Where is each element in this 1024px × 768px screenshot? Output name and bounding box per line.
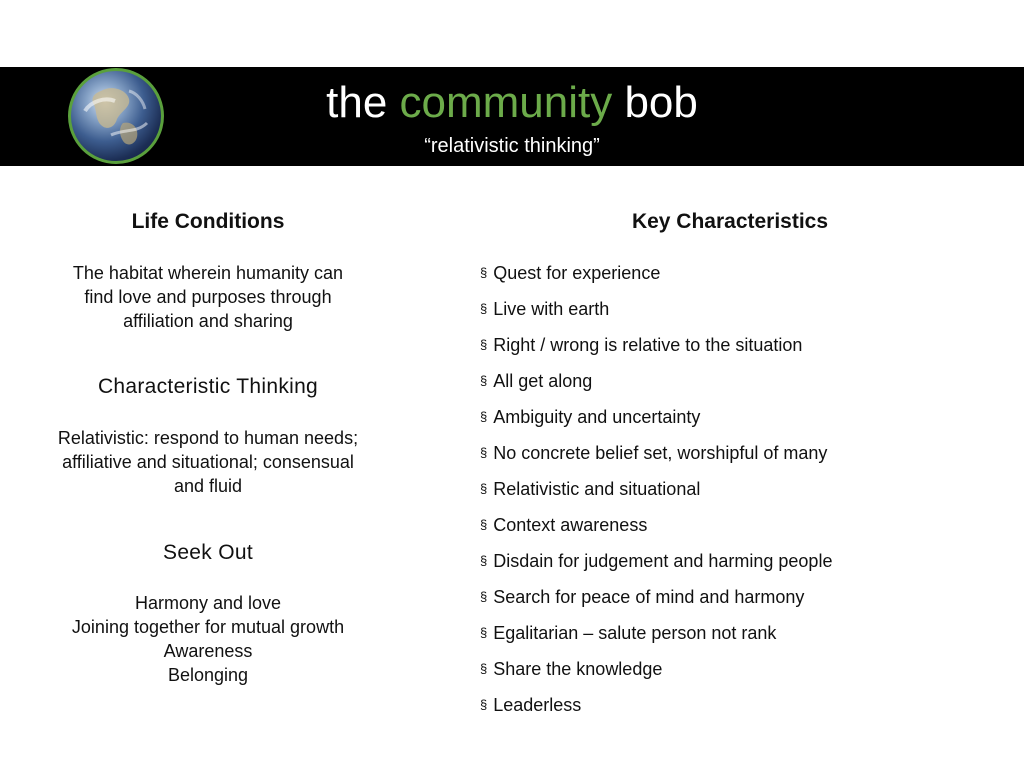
page-subtitle: “relativistic thinking” [424, 135, 600, 157]
bullet-icon: § [480, 589, 488, 604]
text-line: The habitat wherein humanity can [72, 263, 344, 283]
list-item [480, 332, 832, 368]
text-line: Awareness [163, 641, 253, 661]
text-line: find love and purposes through [84, 287, 332, 307]
text-line: affiliative and situational; consensual [62, 452, 354, 472]
bullet-icon: § [480, 697, 488, 712]
list-item-text: Context awareness [493, 515, 648, 535]
key-characteristics-list [480, 260, 832, 728]
page-title [200, 76, 824, 130]
bullet-icon: § [480, 661, 488, 676]
list-item [480, 620, 832, 656]
list-item [480, 512, 832, 548]
title-prefix: the [326, 78, 400, 127]
title-suffix: bob [612, 78, 698, 127]
list-item-text: Quest for experience [493, 263, 661, 283]
list-item [480, 692, 832, 728]
bullet-icon: § [480, 445, 488, 460]
list-item-text: Share the knowledge [493, 659, 663, 679]
list-item-text: All get along [493, 371, 593, 391]
list-item-text: Live with earth [493, 299, 610, 319]
list-item [480, 296, 832, 332]
characteristic-thinking-heading: Characteristic Thinking [97, 375, 319, 398]
list-item [480, 548, 832, 584]
earth-globe-icon [68, 68, 164, 164]
bullet-icon: § [480, 265, 488, 280]
text-line: Harmony and love [134, 593, 282, 613]
list-item [480, 404, 832, 440]
bullet-icon: § [480, 409, 488, 424]
bullet-icon: § [480, 625, 488, 640]
list-item [480, 656, 832, 692]
seek-out-text [28, 591, 388, 687]
text-line: Relativistic: respond to human needs; [57, 428, 359, 448]
list-item-text: Ambiguity and uncertainty [493, 407, 701, 427]
list-item [480, 260, 832, 296]
list-item [480, 476, 832, 512]
list-item-text: Relativistic and situational [493, 479, 701, 499]
key-characteristics-heading: Key Characteristics [631, 210, 829, 233]
globe-continents [71, 71, 161, 161]
list-item [480, 368, 832, 404]
text-line: Joining together for mutual growth [71, 617, 345, 637]
list-item-text: Disdain for judgement and harming people [493, 551, 833, 571]
bullet-icon: § [480, 301, 488, 316]
bullet-icon: § [480, 337, 488, 352]
life-conditions-text [28, 261, 388, 333]
characteristic-thinking-text [28, 426, 388, 498]
list-item-text: Search for peace of mind and harmony [493, 587, 805, 607]
life-conditions-heading: Life Conditions [131, 210, 285, 233]
text-line: Belonging [167, 665, 249, 685]
seek-out-heading: Seek Out [163, 541, 253, 564]
bullet-icon: § [480, 373, 488, 388]
text-line: and fluid [173, 476, 243, 496]
list-item [480, 584, 832, 620]
title-accent: community [399, 78, 613, 127]
bullet-icon: § [480, 481, 488, 496]
list-item [480, 440, 832, 476]
bullet-icon: § [480, 553, 488, 568]
text-line: affiliation and sharing [123, 311, 293, 331]
list-item-text: Right / wrong is relative to the situation [493, 335, 803, 355]
list-item-text: Egalitarian – salute person not rank [493, 623, 777, 643]
list-item-text: Leaderless [493, 695, 582, 715]
list-item-text: No concrete belief set, worshipful of many [493, 443, 828, 463]
bullet-icon: § [480, 517, 488, 532]
